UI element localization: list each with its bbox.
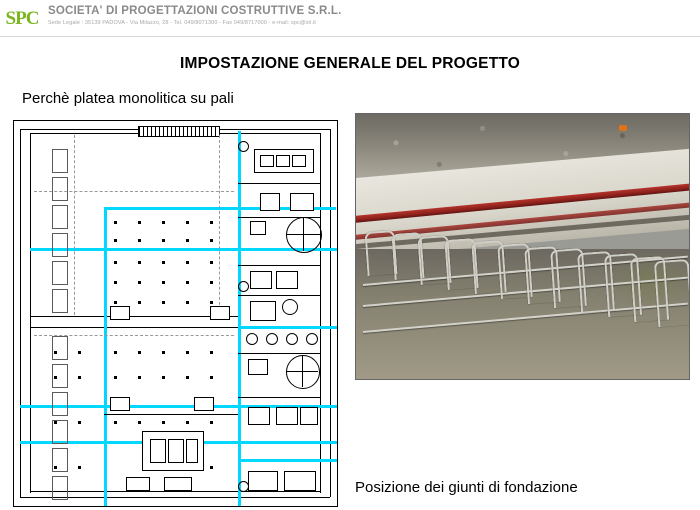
figure-caption: Posizione dei giunti di fondazione — [355, 479, 578, 496]
pile-marker — [78, 376, 81, 379]
company-block — [48, 5, 342, 27]
pile-marker — [78, 351, 81, 354]
slide-subtitle: Perchè platea monolitica su pali — [22, 90, 234, 107]
detail-box — [260, 193, 280, 211]
drawing-hatch-band — [138, 126, 220, 137]
joint-line-vertical — [238, 131, 241, 506]
pile-marker — [186, 261, 189, 264]
detail-box — [250, 271, 272, 289]
pile-marker — [162, 261, 165, 264]
room-box — [52, 177, 68, 201]
detail-box — [300, 407, 318, 425]
rebar-stirrup — [653, 259, 690, 327]
axis-bubble — [238, 141, 249, 152]
drawing-line — [302, 355, 303, 387]
joint-line-vertical — [104, 207, 107, 507]
pile-marker — [138, 281, 141, 284]
logo-text: SPC — [5, 7, 39, 29]
detail-circle — [286, 355, 320, 389]
detail-box — [276, 155, 290, 167]
drawing-line — [30, 491, 320, 492]
detail-box — [292, 155, 306, 167]
pile-marker — [78, 421, 81, 424]
detail-box — [248, 407, 270, 425]
pile-marker — [138, 261, 141, 264]
pile-marker — [114, 221, 117, 224]
page-title: IMPOSTAZIONE GENERALE DEL PROGETTO — [179, 55, 521, 72]
company-address: Sede Legale : 35139 PADOVA - Via Milazzo, 28 - Tel. 049/8071300 - Fax 049/8717000 - e-mail: spc@iol.it — [48, 20, 316, 26]
slide-header — [0, 0, 700, 37]
pile-marker — [186, 221, 189, 224]
pile-marker — [210, 281, 213, 284]
pile-marker — [138, 301, 141, 304]
drawing-line — [238, 295, 320, 296]
drawing-line — [320, 133, 321, 493]
pile-marker — [138, 351, 141, 354]
detail-circle — [306, 333, 318, 345]
drawing-line — [238, 265, 320, 266]
detail-circle — [282, 299, 298, 315]
equipment-box — [126, 477, 150, 491]
pile-marker — [210, 301, 213, 304]
pile-marker — [162, 421, 165, 424]
pile-marker — [138, 376, 141, 379]
room-box — [52, 448, 68, 472]
room-box — [52, 392, 68, 416]
axis-bubble — [238, 481, 249, 492]
joint-line-horizontal — [238, 459, 338, 462]
room-box — [52, 289, 68, 313]
company-name: SOCIETA' DI PROGETTAZIONI COSTRUTTIVE S.R.L. — [48, 5, 342, 17]
room-box — [52, 149, 68, 173]
room-box — [52, 364, 68, 388]
detail-box — [248, 471, 278, 491]
pile-marker — [114, 239, 117, 242]
drawing-line — [238, 397, 320, 398]
equipment-box — [164, 477, 192, 491]
pile-marker — [210, 239, 213, 242]
pile-marker — [186, 301, 189, 304]
detail-box — [210, 306, 230, 320]
pile-marker — [114, 421, 117, 424]
detail-box — [276, 271, 298, 289]
grid-line — [74, 135, 75, 315]
detail-box — [260, 155, 274, 167]
pile-marker — [78, 466, 81, 469]
pile-marker — [138, 221, 141, 224]
drawing-line — [238, 183, 320, 184]
drawing-line — [104, 414, 238, 415]
pile-marker — [114, 351, 117, 354]
foto-armature-giunto — [355, 113, 690, 380]
detail-box — [110, 397, 130, 411]
detail-circle — [266, 333, 278, 345]
pile-marker — [186, 239, 189, 242]
pile-marker — [138, 421, 141, 424]
detail-circle — [286, 217, 322, 253]
equipment-box — [168, 439, 184, 463]
equipment-box — [150, 439, 166, 463]
detail-box — [276, 407, 298, 425]
room-box — [52, 476, 68, 500]
drawing-line — [303, 217, 304, 251]
pile-marker — [210, 221, 213, 224]
pile-marker — [210, 376, 213, 379]
pile-marker — [186, 351, 189, 354]
pile-marker — [162, 376, 165, 379]
pile-marker — [210, 421, 213, 424]
pile-marker — [138, 239, 141, 242]
pile-marker — [186, 376, 189, 379]
pile-marker — [162, 301, 165, 304]
room-box — [52, 205, 68, 229]
room-box — [52, 233, 68, 257]
spc-logo — [4, 3, 40, 33]
drawing-line — [238, 353, 320, 354]
pile-marker — [210, 466, 213, 469]
grid-line — [34, 335, 234, 336]
pile-marker — [114, 376, 117, 379]
grid-line — [219, 135, 220, 315]
drawing-line — [30, 316, 238, 317]
pile-marker — [186, 421, 189, 424]
drawing-line — [30, 133, 31, 493]
room-box — [52, 261, 68, 285]
detail-box — [290, 193, 314, 211]
pile-marker — [162, 351, 165, 354]
detail-box — [250, 301, 276, 321]
pile-marker — [186, 281, 189, 284]
detail-box — [248, 359, 268, 375]
pianta-fondazioni-drawing — [13, 120, 338, 507]
pile-marker — [162, 239, 165, 242]
detail-circle — [246, 333, 258, 345]
detail-box — [110, 306, 130, 320]
photo-orange-marker — [619, 125, 627, 131]
grid-line — [34, 191, 234, 192]
detail-circle — [286, 333, 298, 345]
pile-marker — [162, 281, 165, 284]
pile-marker — [114, 301, 117, 304]
detail-box — [284, 471, 316, 491]
pile-marker — [162, 221, 165, 224]
room-box — [52, 420, 68, 444]
pile-marker — [210, 351, 213, 354]
detail-box — [250, 221, 266, 235]
pile-marker — [114, 281, 117, 284]
detail-box — [194, 397, 214, 411]
pile-marker — [114, 261, 117, 264]
pile-marker — [210, 261, 213, 264]
drawing-line — [30, 327, 238, 328]
axis-bubble — [238, 281, 249, 292]
joint-line-horizontal — [238, 326, 338, 329]
room-box — [52, 336, 68, 360]
equipment-box — [186, 439, 198, 463]
